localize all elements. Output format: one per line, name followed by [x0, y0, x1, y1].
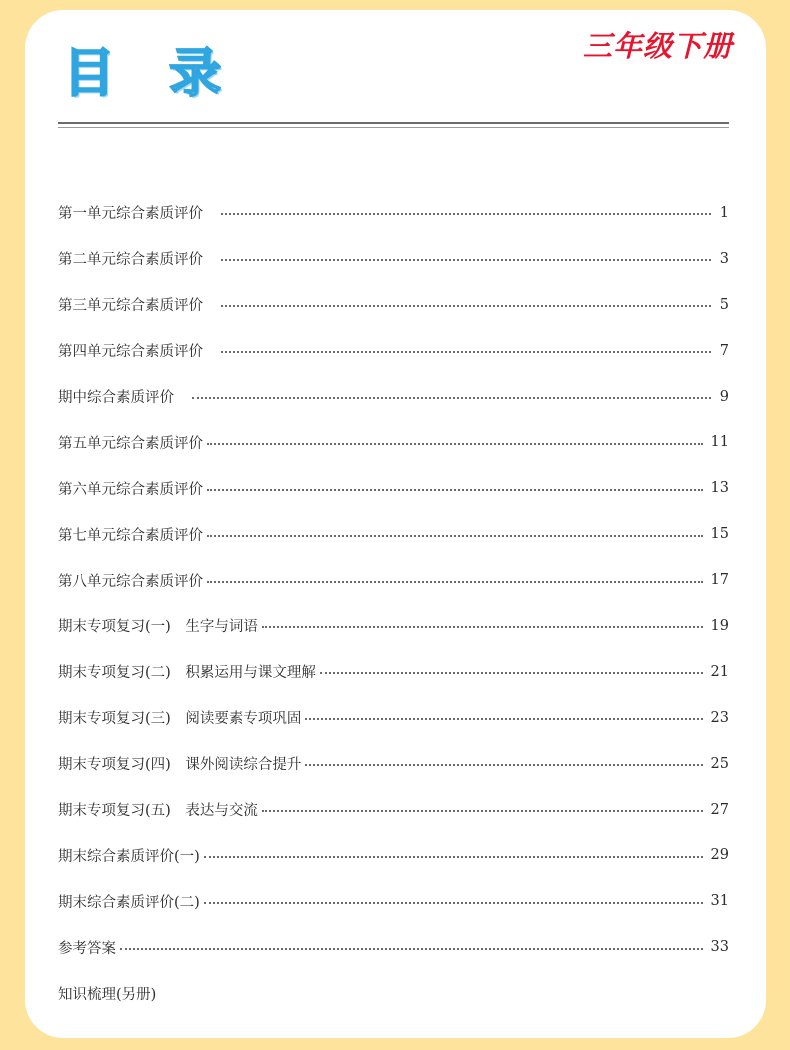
dot-leader: [221, 305, 711, 307]
toc-entry-title: 第四单元综合素质评价: [58, 344, 203, 361]
toc-entry-title: 知识梳理(另册): [58, 986, 157, 1003]
toc-entry-page: 13: [710, 480, 729, 497]
toc-entry-page: 5: [719, 296, 729, 313]
toc-entry[interactable]: [58, 787, 729, 833]
toc-entry-page: 15: [710, 526, 729, 543]
title-divider-thin: [58, 127, 729, 128]
toc-entry-page: 29: [710, 847, 729, 864]
dot-leader: [207, 489, 703, 491]
toc-entry-title: 期中综合素质评价: [58, 390, 174, 406]
toc-entry[interactable]: [58, 282, 729, 328]
toc-entry[interactable]: [58, 970, 729, 1016]
toc-entry[interactable]: [58, 465, 729, 511]
toc-entry[interactable]: [58, 741, 729, 787]
dot-leader: [262, 626, 703, 628]
toc-entry-title: 第五单元综合素质评价: [58, 435, 203, 452]
dot-leader: [120, 948, 703, 950]
toc-entry-title: 期末综合素质评价(二): [58, 894, 200, 911]
dot-leader: [204, 902, 703, 904]
toc-entry[interactable]: [58, 878, 729, 924]
dot-leader: [221, 351, 711, 353]
document-page: [25, 10, 766, 1038]
toc-entry-title: 期末专项复习(二) 积累运用与课文理解: [58, 665, 316, 682]
toc-entry-page: 33: [710, 939, 729, 956]
title-divider: [58, 122, 729, 124]
toc-entry-page: 23: [710, 709, 729, 726]
toc-entry-title: 第七单元综合素质评价: [58, 527, 203, 544]
dot-leader: [207, 443, 703, 445]
toc-entry-title: 第八单元综合素质评价: [58, 573, 203, 590]
page-title: 目 录: [63, 44, 240, 104]
grade-label: 三年级下册: [582, 29, 733, 63]
dot-leader: [305, 764, 702, 766]
table-of-contents: [58, 190, 729, 1016]
toc-entry[interactable]: [58, 924, 729, 970]
dot-leader: [221, 259, 711, 261]
dot-leader: [320, 672, 703, 674]
toc-entry-title: 期末专项复习(五) 表达与交流: [58, 803, 258, 820]
toc-entry[interactable]: [58, 557, 729, 603]
dot-leader: [305, 718, 702, 720]
toc-entry[interactable]: [58, 374, 729, 420]
toc-entry-page: 9: [719, 388, 729, 405]
toc-entry-page: 11: [710, 434, 729, 451]
toc-entry[interactable]: [58, 649, 729, 695]
toc-entry-page: 31: [710, 893, 729, 910]
toc-entry-page: 17: [710, 572, 729, 589]
toc-entry-page: 21: [710, 663, 729, 680]
toc-entry-title: 第一单元综合素质评价: [58, 206, 203, 223]
toc-entry[interactable]: [58, 695, 729, 741]
toc-entry-title: 期末专项复习(一) 生字与词语: [58, 619, 258, 636]
toc-entry[interactable]: [58, 328, 729, 374]
toc-entry-title: 第二单元综合素质评价: [58, 252, 203, 269]
toc-entry[interactable]: [58, 603, 729, 649]
toc-entry-title: 第六单元综合素质评价: [58, 481, 203, 498]
toc-entry-page: 1: [719, 204, 729, 221]
toc-entry-title: 第三单元综合素质评价: [58, 298, 203, 315]
dot-leader: [207, 535, 703, 537]
dot-leader: [262, 810, 703, 812]
toc-entry-title: 期末综合素质评价(一): [58, 848, 200, 865]
dot-leader: [207, 581, 703, 583]
toc-entry[interactable]: [58, 236, 729, 282]
dot-leader: [204, 856, 703, 858]
toc-entry-title: 参考答案: [58, 940, 116, 957]
toc-entry[interactable]: [58, 511, 729, 557]
toc-entry-title: 期末专项复习(三) 阅读要素专项巩固: [58, 711, 302, 728]
toc-entry[interactable]: [58, 190, 729, 236]
toc-entry[interactable]: [58, 832, 729, 878]
toc-entry-page: 19: [710, 617, 729, 634]
toc-entry-page: 7: [719, 342, 729, 359]
toc-entry[interactable]: [58, 419, 729, 465]
toc-entry-page: 3: [719, 250, 729, 267]
dot-leader: [192, 397, 711, 399]
toc-entry-page: 27: [710, 801, 729, 818]
toc-entry-title: 期末专项复习(四) 课外阅读综合提升: [58, 757, 302, 774]
toc-entry-page: 25: [710, 755, 729, 772]
dot-leader: [221, 213, 711, 215]
